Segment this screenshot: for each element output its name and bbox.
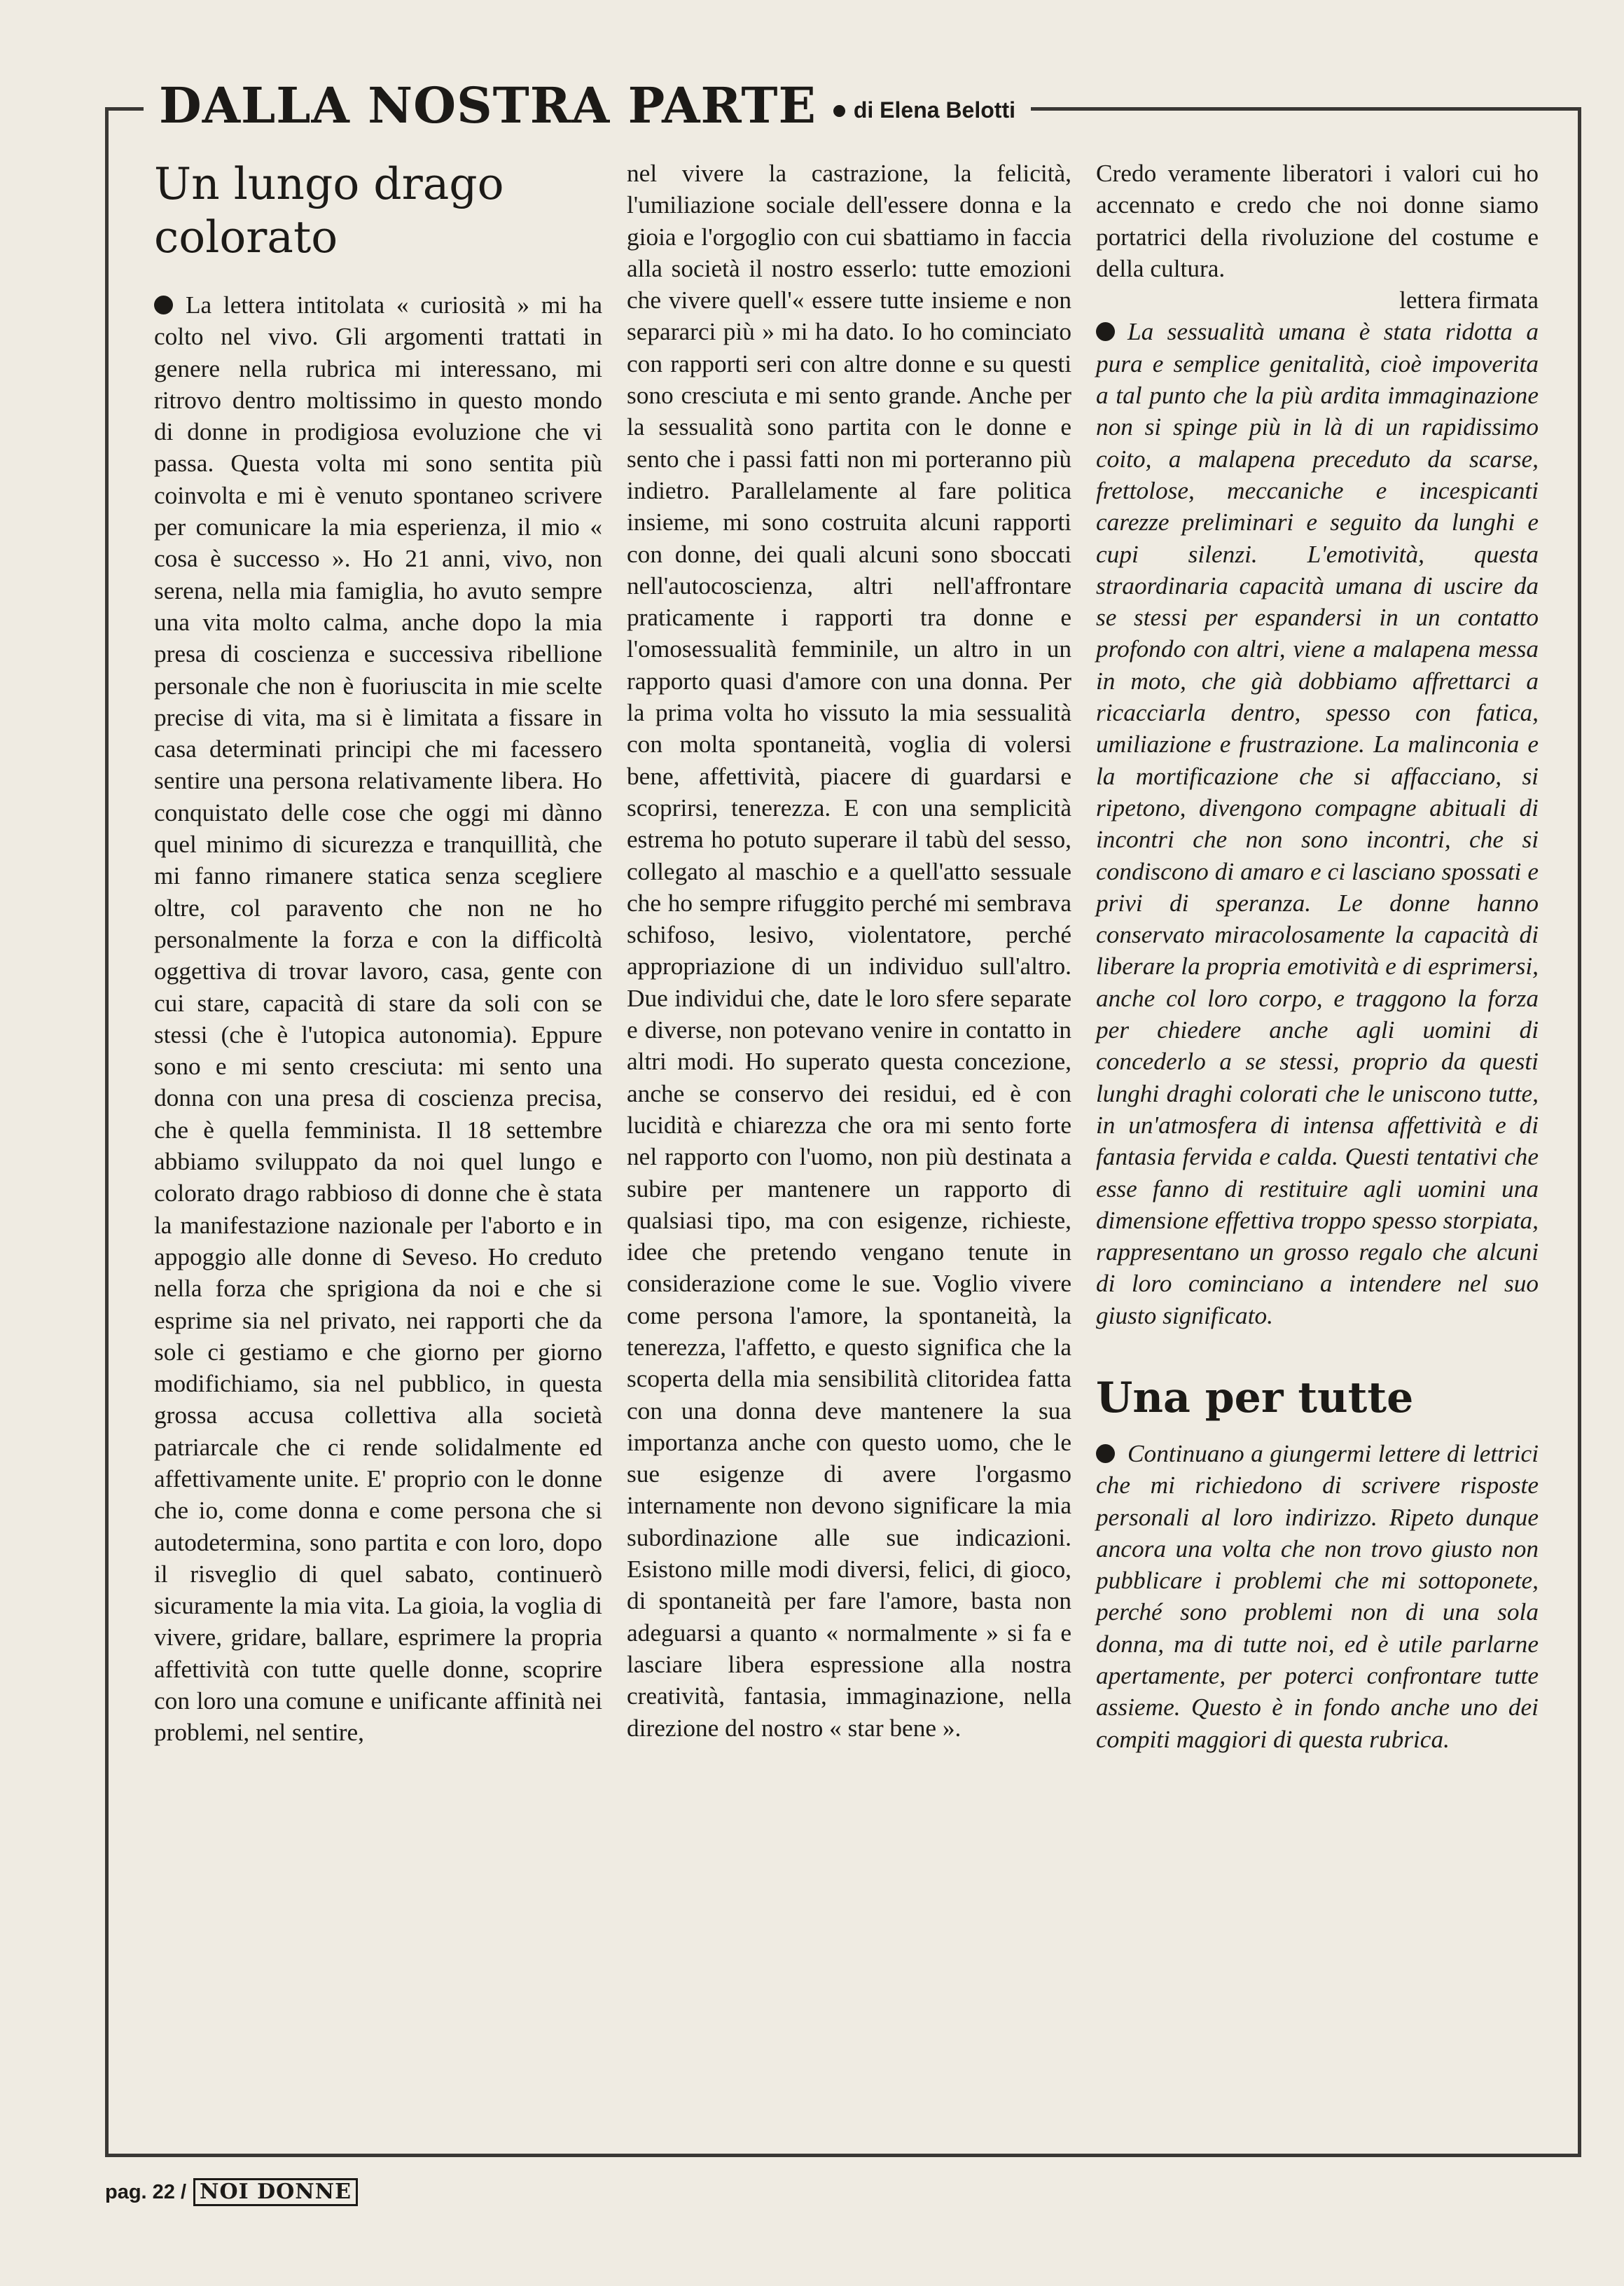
column-3 <box>1096 158 1539 2160</box>
author-byline: di Elena Belotti <box>853 97 1015 123</box>
sidebar-text: Continuano a giungermi lettere di lettrici che mi richiedono di scrivere risposte personali al loro indirizzo. Ripeto dunque ancora una volta che non trovo giusto non pubblicare i problemi che mi sottoponete, perché sono problemi non di una sola donna, ma di tutte noi, ed è utile parlarne apertamente, per poterci confrontare tutte assieme. Questo è in fondo anche uno dei compiti maggiori di questa rubrica. <box>1096 1439 1539 1753</box>
magazine-logo: NOI DONNE <box>193 2178 358 2206</box>
section-title: DALLA NOSTRA PARTE <box>159 76 817 134</box>
page-number: pag. 22 / <box>105 2180 187 2203</box>
bullet-icon <box>1096 1444 1115 1463</box>
bullet-icon <box>1096 322 1115 341</box>
bullet-icon <box>833 105 845 117</box>
page-footer <box>105 2177 358 2208</box>
bullet-icon <box>154 296 173 314</box>
column-1 <box>154 158 602 2160</box>
letter-text-2: nel vivere la castrazione, la felicità, l'umiliazione sociale dell'essere donna e la gioia e l'orgoglio con cui sbattiamo in faccia alla società il nostro esserlo: tutte emozioni che vivere quell'« essere tutte insieme e non separarci più » mi ha dato. Io ho cominciato con rapporti seri con altre donne e su questi sono cresciuta e mi sento grande. Anche per la sessualità sono partita con le donne e sento che i passi fatti non mi porteranno più indietro. Parallelamente al fare politica insieme, mi sono costruita alcuni rapporti con donne, dei quali alcuni sono sboccati nell'autocoscienza, altri nell'affrontare praticamente i rapporti tra donne e l'omosessualità femminile, un altro in un rapporto quasi d'amore con una donna. Per la prima volta ho vissuto la mia sessualità con molta spontaneità, voglia di volersi bene, affettività, piacere di guardarsi e scoprirsi, tenerezza. E con una semplicità estrema ho potuto superare il tabù del sesso, collegato al maschio e a quell'atto sessuale che ho sempre rifuggito perché mi sembrava schifoso, lesivo, violentatore, perché appropriazione di un individuo sull'altro. Due individui che, date le loro sfere separate e diverse, non potevano venire in contatto in altri modi. Ho superato questa concezione, anche se conservo dei residui, ed è con lucidità e chiarezza che ora mi sento forte nel rapporto con l'uomo, non più destinata a subire per mantenere un rapporto di qualsiasi tipo, ma con esigenze, richieste, idee che pretendo vengano tenute in considerazione come le sue. Voglio vivere come persona l'amore, la spontaneità, la tenerezza, l'affetto, e questo significa che la scoperta della mia sensibilità clitoridea fatta con una donna deve mantenere la sua importanza anche con questo uomo, che le sue esigenze di avere l'orgasmo internamente non devono significare la mia subordinazione alle sue indicazioni. Esistono mille modi diversi, felici, di gioco, di spontaneità per fare l'amore, basta non adeguarsi a quanto « normalmente » si fa e lasciare libera espressione alla nostra creatività, fantasia, immaginazione, nella direzione del nostro « star bene ». <box>627 160 1071 1742</box>
column-header <box>144 74 1031 137</box>
sidebar-paragraph <box>1096 1438 1539 1755</box>
letter-paragraph-1 <box>154 289 602 1749</box>
reply-text: La sessualità umana è stata ridotta a pura e semplice genitalità, cioè impoverita a tal punto che la più ardita immaginazione non si spinge più in là di un rapidissimo coito, a malapena preceduto da scarse, frettolose, meccaniche e incespicanti carezze preliminari e seguito da lunghi e cupi silenzi. L'emotività, questa straordinaria capacità umana di uscire da se stessi per espandersi in un contatto profondo con altri, viene a malapena messa in moto, che già dobbiamo affrettarci a ricacciarla dentro, spesso con fatica, umiliazione e frustrazione. La malinconia e la mortificazione che si affacciano, si ripetono, divengono compagne abituali di incontri che non sono incontri, che si condiscono di amaro e ci lasciano spossati e privi di speranza. Le donne hanno conservato miracolosamente la capacità di liberare la propria emotività e di esprimersi, anche col loro corpo, e traggono la forza per chiedere anche agli uomini di concederlo a se stessi, proprio da questi lunghi draghi colorati che le uniscono tutte, in un'atmosfera di intensa affettività e di fantasia fervida e calda. Questi tentativi che esse fanno di restituire agli uomini una dimensione effettiva troppo spesso storpiata, rappresentano un grosso regalo che alcuni di loro cominciano a intendere nel suo giusto significato. <box>1096 318 1539 1329</box>
reply-paragraph <box>1096 316 1539 1331</box>
letter-text-1: La lettera intitolata « curiosità » mi ha colto nel vivo. Gli argomenti trattati in genere nella rubrica mi interessano, mi ritrovo dentro moltissimo in questo mondo di donne in prodigiosa evoluzione che vi passa. Questa volta mi sono sentita più coinvolta e mi è venuto spontaneo scrivere per comunicare la mia esperienza, il mio « cosa è successo ». Ho 21 anni, vivo, non serena, nella mia famiglia, ho avuto sempre una vita molto calma, anche dopo la mia presa di coscienza e successiva ribellione personale che non è fuoriuscita in mie scelte precise di vita, ma si è limitata a fissare in casa determinati principi che mi facessero sentire una persona relativamente libera. Ho conquistato delle cose che oggi mi dànno quel minimo di sicurezza e tranquillità, che mi fanno rimanere statica senza scegliere oltre, col paravento che non ne ho personalmente la forza e con la difficoltà oggettiva di trovar lavoro, casa, gente con cui stare, capacità di stare da soli con se stessi (che è l'utopica autonomia). Eppure sono e mi sento cresciuta: mi sento una donna con una presa di coscienza precisa, che è quella femminista. Il 18 settembre abbiamo sviluppato da noi quel lungo e colorato drago rabbioso di donne che è stata la manifestazione nazionale per l'aborto e in appoggio alle donne di Seveso. Ho creduto nella forza che sprigiona da noi e che si esprime sia nel privato, nei rapporti che da sole ci gestiamo e che giorno per giorno modifichiamo, sia nel pubblico, in questa grossa accusa collettiva alla società patriarcale che ci rende solidalmente ed affettivamente unite. E' proprio con le donne che io, come donna e come persona che si autodetermina, sono partita e con loro, dopo il risveglio di quel sabato, continuerò sicuramente la mia vita. La gioia, la voglia di vivere, gridare, ballare, esprimere la propria affettività con tutte quelle donne, scoprire con loro una comune e unificante affinità nei problemi, nel sentire, <box>154 291 602 1747</box>
sidebar-title: Una per tutte <box>1096 1373 1414 1422</box>
article-title: Un lungo drago colorato <box>154 158 504 263</box>
letter-text-3: Credo veramente liberatori i valori cui ho accennato e credo che noi donne siamo portatrici della rivoluzione del costume e della cultura. <box>1096 160 1539 282</box>
letter-signature: lettera firmata <box>1399 286 1539 314</box>
column-2 <box>627 158 1071 2160</box>
